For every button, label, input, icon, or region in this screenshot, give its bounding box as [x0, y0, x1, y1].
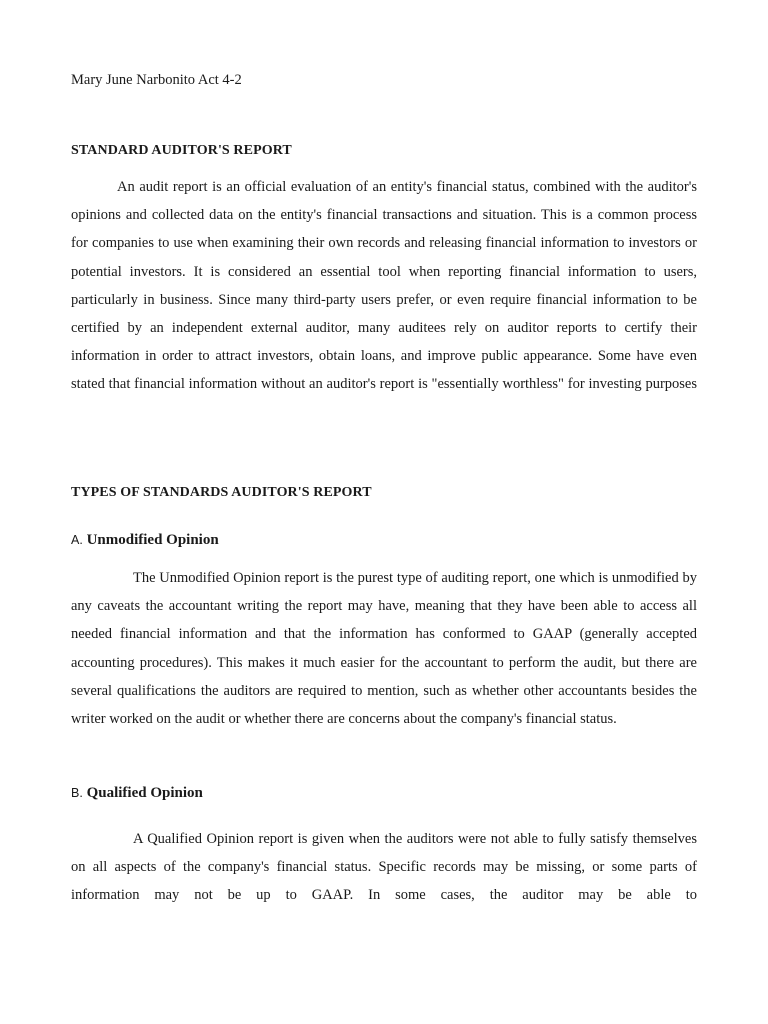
- subheading-letter-b: B.: [71, 786, 83, 800]
- subheading-title-qualified: Qualified Opinion: [86, 785, 203, 801]
- paragraph-standard-report-text: An audit report is an official evaluation of an entity's financial status, combined with the auditor's opinions and collected data on the entity's financial transactions and situation. This is a common process for companies to use when examining their own records and releasing financial information to investors or potential investors. It is considered an essential tool when reporting financial information to users, particularly in business. Since many third-party users prefer, or even require financial information to be certified by an independent external auditor, many auditees rely on auditor reports to certify their information in order to attract investors, obtain loans, and improve public appearance. Some have even stated that financial information without an auditor's report is "essentially worthless" for investing purposes: [71, 179, 697, 393]
- section-heading-standard-report: STANDARD AUDITOR'S REPORT: [71, 143, 292, 158]
- paragraph-unmodified-opinion: [71, 564, 697, 733]
- subheading-qualified-opinion: [71, 785, 203, 802]
- subheading-unmodified-opinion: [71, 532, 219, 549]
- author-line: Mary June Narbonito Act 4-2: [71, 72, 242, 88]
- subheading-letter-a: A.: [71, 533, 83, 547]
- subheading-title-unmodified: Unmodified Opinion: [86, 532, 219, 548]
- paragraph-unmodified-opinion-text: The Unmodified Opinion report is the purest type of auditing report, one which is unmodified by any caveats the accountant writing the report may have, meaning that they have been able to access all needed financial information and that the information has conformed to GAAP (generally accepted accounting procedures). This makes it much easier for the accountant to perform the audit, but there are several qualifications the auditors are required to mention, such as whether other accountants besides the writer worked on the audit or whether there are concerns about the company's financial status.: [71, 570, 697, 728]
- paragraph-standard-report: [71, 173, 697, 399]
- paragraph-qualified-opinion: [71, 825, 697, 910]
- paragraph-qualified-opinion-text: A Qualified Opinion report is given when the auditors were not able to fully satisfy themselves on all aspects of the company's financial status. Specific records may be missing, or some parts of information may not be up to GAAP. In some cases, the auditor may be able to: [71, 831, 697, 904]
- section-heading-types: TYPES OF STANDARDS AUDITOR'S REPORT: [71, 485, 372, 500]
